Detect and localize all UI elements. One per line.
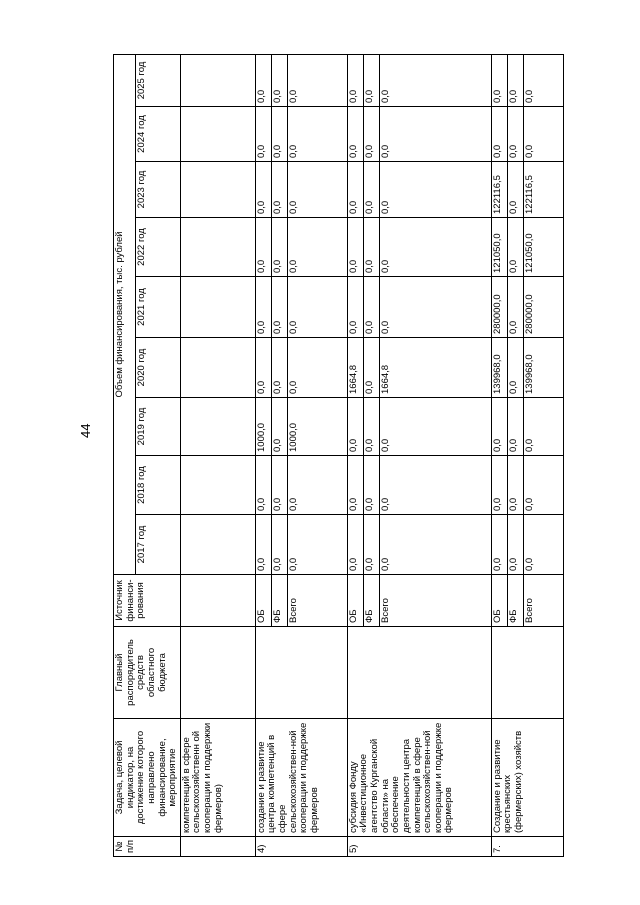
row-value: 0,0 [491,515,507,575]
row-task: Создание и развитие крестьянских (фермерских) хозяйств [491,719,563,837]
row-value: 0,0 [379,54,491,106]
page-number-text: 44 [78,423,93,438]
row-value: 1664,8 [379,338,491,398]
row-value: 0,0 [507,162,523,218]
header-year: 2024 год [136,107,181,162]
header-number: № п/п [114,837,181,857]
row-task: создание и развитие центра компетенций в сфере сельскохозяйствен-ной кооперации и поддержке фермеров [255,719,347,837]
table-row [255,54,271,856]
row-value: 0,0 [523,515,563,575]
row-value: 0,0 [379,107,491,162]
row-value: 1000,0 [255,398,271,456]
row-value: 0,0 [287,162,347,218]
rotated-table-wrapper [113,55,550,857]
table-row [180,54,255,856]
row-source: Всего [379,575,491,627]
row-value: 0,0 [255,277,271,338]
row-value: 0,0 [491,398,507,456]
row-value: 0,0 [523,456,563,515]
row-value [180,162,255,218]
row-value: 0,0 [363,338,379,398]
row-source [180,575,255,627]
row-value: 0,0 [507,218,523,277]
row-value: 280000,0 [491,277,507,338]
row-value: 0,0 [523,54,563,106]
row-value: 0,0 [379,456,491,515]
row-value: 0,0 [255,515,271,575]
row-value: 0,0 [287,515,347,575]
row-value: 0,0 [271,398,287,456]
row-value: 122116,5 [523,162,563,218]
row-value: 0,0 [379,398,491,456]
row-value: 0,0 [255,218,271,277]
row-value: 121050,0 [491,218,507,277]
row-value: 0,0 [287,218,347,277]
row-value [180,107,255,162]
header-year: 2025 год [136,54,181,106]
header-year: 2023 год [136,162,181,218]
row-value [180,54,255,106]
row-value: 0,0 [271,338,287,398]
row-value: 0,0 [507,515,523,575]
row-source: Всего [523,575,563,627]
header-year: 2020 год [136,338,181,398]
row-value: 122116,5 [491,162,507,218]
row-value: 0,0 [363,162,379,218]
row-value: 0,0 [507,107,523,162]
row-value: 0,0 [347,456,363,515]
row-value: 0,0 [287,338,347,398]
row-value: 0,0 [379,218,491,277]
row-manager [491,627,563,719]
row-value: 0,0 [347,218,363,277]
row-value [180,398,255,456]
row-source: ФБ [363,575,379,627]
row-value: 0,0 [271,456,287,515]
row-value [180,456,255,515]
row-value: 0,0 [255,338,271,398]
row-source: Всего [287,575,347,627]
row-number: 4) [255,837,347,857]
row-value: 280000,0 [523,277,563,338]
row-value: 0,0 [507,338,523,398]
row-source: ФБ [507,575,523,627]
header-year: 2022 год [136,218,181,277]
row-value: 0,0 [507,398,523,456]
row-value: 0,0 [379,162,491,218]
row-value: 0,0 [287,107,347,162]
row-value: 0,0 [271,218,287,277]
row-value: 139968,0 [523,338,563,398]
row-value [180,515,255,575]
row-task: субсидия Фонду «Инвестиционное агентство Курганской области» на обеспечение деятельности центра компетенций в сфере сельскохозяйствен-ной кооперации и поддержке фермеров [347,719,491,837]
header-year: 2017 год [136,515,181,575]
row-value: 0,0 [523,398,563,456]
header-year: 2019 год [136,398,181,456]
row-value: 1664,8 [347,338,363,398]
row-number [180,837,255,857]
row-value: 0,0 [363,107,379,162]
row-value [180,277,255,338]
row-value: 0,0 [347,54,363,106]
row-value [180,338,255,398]
row-value: 0,0 [347,515,363,575]
header-task: Задача, целевой индикатор, на достижение которого направлено финансирование, мероприятие [114,719,181,837]
row-value: 1000,0 [287,398,347,456]
row-value: 0,0 [347,162,363,218]
table-row [491,54,507,856]
row-value: 0,0 [271,515,287,575]
row-value: 0,0 [347,277,363,338]
row-value: 0,0 [287,456,347,515]
row-manager [347,627,491,719]
row-number: 5) [347,837,491,857]
row-value: 0,0 [363,515,379,575]
row-value: 0,0 [507,54,523,106]
row-value: 0,0 [287,54,347,106]
header-source: Источник финанси-рования [114,575,181,627]
row-manager [255,627,347,719]
row-value: 0,0 [363,398,379,456]
row-value: 0,0 [363,54,379,106]
row-source: ФБ [271,575,287,627]
row-value: 0,0 [507,456,523,515]
row-value: 0,0 [491,456,507,515]
row-value: 0,0 [363,218,379,277]
row-value: 0,0 [255,162,271,218]
header-manager: Главный распорядитель средств областного бюджета [114,627,181,719]
row-value: 0,0 [271,107,287,162]
row-value: 0,0 [507,277,523,338]
table-row [347,54,363,856]
row-value: 0,0 [347,107,363,162]
row-source: ОБ [255,575,271,627]
row-manager [180,627,255,719]
row-value: 0,0 [255,456,271,515]
row-value: 0,0 [347,398,363,456]
header-year: 2021 год [136,277,181,338]
row-task: компетенций в сфере сельскохозяйственн ой кооперации и поддержки фермеров) [180,719,255,837]
header-volume: Объем финансирования, тыс. рублей [114,54,136,574]
financing-table [113,54,564,857]
row-value: 0,0 [379,277,491,338]
row-value: 121050,0 [523,218,563,277]
row-value: 0,0 [523,107,563,162]
row-source: ОБ [491,575,507,627]
header-year: 2018 год [136,456,181,515]
row-value [180,218,255,277]
row-source: ОБ [347,575,363,627]
row-number: 7. [491,837,563,857]
row-value: 0,0 [271,54,287,106]
row-value: 139968,0 [491,338,507,398]
row-value: 0,0 [287,277,347,338]
row-value: 0,0 [271,277,287,338]
row-value: 0,0 [491,107,507,162]
row-value: 0,0 [255,107,271,162]
row-value: 0,0 [379,515,491,575]
row-value: 0,0 [491,54,507,106]
row-value: 0,0 [363,456,379,515]
row-value: 0,0 [271,162,287,218]
row-value: 0,0 [363,277,379,338]
row-value: 0,0 [255,54,271,106]
